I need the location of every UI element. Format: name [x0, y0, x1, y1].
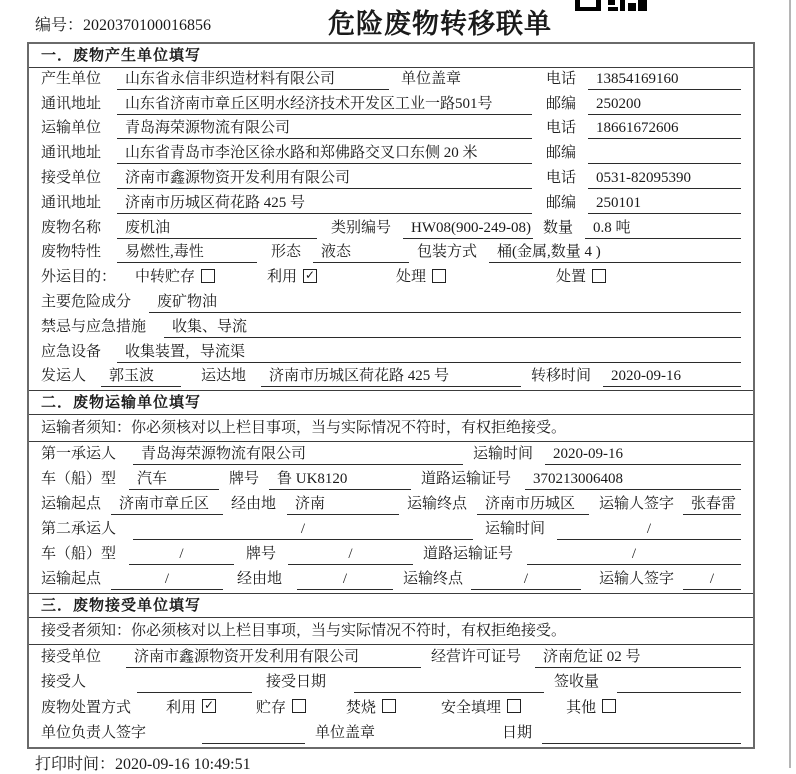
- incinerate-check-item: [346, 696, 396, 719]
- utilize-disposal-check-item: [166, 696, 216, 719]
- unit-seal2-label: 单位盖章: [315, 725, 376, 742]
- receive-person-value: [137, 674, 252, 693]
- carrier-sign1-label: 运输人签字: [599, 495, 675, 512]
- receiver-phone-value: 0531-82095390: [588, 170, 741, 189]
- vehicle-type1-value: 汽车: [129, 468, 219, 490]
- first-carrier-value: 青岛海荣源物流有限公司: [133, 442, 463, 464]
- dispose-checkbox: [592, 269, 606, 283]
- receive-unit-label: 接受单位: [41, 648, 102, 665]
- dispose-check-item: [556, 266, 606, 288]
- origin2-label: 运输起点: [41, 571, 102, 588]
- via1-label: 经由地: [231, 495, 277, 512]
- receiver-unit-value: 济南市鑫源物资开发利用有限公司: [117, 167, 532, 189]
- road-permit2-label: 道路运输证号: [423, 546, 514, 563]
- transit-storage-checkbox-label: 中转贮存: [135, 269, 196, 286]
- producer-phone-label: 电话: [546, 70, 577, 87]
- receive-date-label: 接受日期: [266, 674, 327, 691]
- route-row-2: [29, 568, 753, 593]
- receiver-address-row: [29, 192, 753, 217]
- secure-landfill-check-item: [441, 696, 521, 719]
- treat-checkbox-label: 处理: [396, 269, 427, 286]
- via1-value: 济南: [287, 493, 399, 515]
- license-no-label: 经营许可证号: [431, 648, 522, 665]
- vehicle-row-2: [29, 543, 753, 568]
- qr-code-partial-icon: [575, 0, 647, 11]
- carrier-sign2-label: 运输人签字: [599, 571, 675, 588]
- road-permit1-label: 道路运输证号: [421, 470, 512, 487]
- treat-check-item: [396, 266, 446, 288]
- producer-unit-row: [29, 68, 753, 93]
- category-code-value: HW08(900-249-08): [403, 220, 533, 239]
- second-carrier-label: 第二承运人: [41, 521, 117, 538]
- first-carrier-label: 第一承运人: [41, 445, 117, 462]
- plate2-label: 牌号: [246, 546, 277, 563]
- terminus2-label: 运输终点: [403, 571, 464, 588]
- terminus2-value: /: [471, 571, 581, 590]
- receiver-address-label: 通讯地址: [41, 194, 102, 211]
- producer-address-row: [29, 93, 753, 118]
- road-permit2-value: /: [527, 546, 741, 565]
- utilize-checkbox-label: 利用: [267, 269, 298, 286]
- print-time-label: 打印时间：: [35, 756, 116, 773]
- carrier-sign1-value: 张春雷: [683, 493, 741, 515]
- producer-section-header: 一．废物产生单位填写: [29, 44, 753, 68]
- second-carrier-value: /: [133, 521, 473, 540]
- receive-person-label: 接受人: [41, 674, 87, 691]
- receive-unit-value: 济南市鑫源物资开发利用有限公司: [126, 645, 421, 668]
- transit-storage-check-item: [135, 266, 215, 288]
- emergency-equipment-value: 收集装置，导流渠: [117, 341, 741, 363]
- origin1-value: 济南市章丘区: [111, 493, 223, 515]
- transporter-phone-label: 电话: [546, 120, 577, 137]
- transit-storage-checkbox: [201, 269, 215, 283]
- transport-section-notice: 运输者须知：你必须核对以上栏目事项，当与实际情况不符时，有权拒绝接受。: [29, 415, 753, 442]
- transport-section-header: 二．废物运输单位填写: [29, 391, 753, 415]
- receiver-postcode-label: 邮编: [546, 194, 577, 211]
- second-carrier-row: [29, 518, 753, 543]
- waste-name-label: 废物名称: [41, 219, 102, 236]
- storage-check-item: [256, 696, 306, 719]
- producer-unit-value: 山东省永信非织造材料有限公司: [117, 68, 389, 90]
- serial-label: 编号：: [35, 17, 84, 34]
- form-state-label: 形态: [271, 244, 302, 261]
- responsible-sign-row: [29, 722, 753, 748]
- receiver-unit-label: 接受单位: [41, 169, 102, 186]
- receive-date-value: [354, 674, 544, 693]
- waste-name-row: [29, 217, 753, 242]
- transporter-unit-label: 运输单位: [41, 120, 102, 137]
- quantity-value: 0.8 吨: [585, 217, 741, 239]
- receiver-unit-row: [29, 167, 753, 192]
- form-state-value: 液态: [313, 242, 409, 264]
- secure-landfill-checkbox-label: 安全填埋: [441, 699, 502, 716]
- transfer-date-value: 2020-09-16: [603, 368, 741, 387]
- carrier-sign2-value: /: [683, 571, 741, 590]
- receiver-section-header: 三．废物接受单位填写: [29, 594, 753, 618]
- waste-property-label: 废物特性: [41, 244, 102, 261]
- origin1-label: 运输起点: [41, 495, 102, 512]
- transporter-unit-row: [29, 118, 753, 143]
- plate2-value: /: [288, 546, 413, 565]
- vehicle-type2-value: /: [129, 546, 234, 565]
- incinerate-checkbox-label: 焚烧: [346, 699, 377, 716]
- disposal-method-row: [29, 696, 753, 722]
- responsible-sign-label: 单位负责人签字: [41, 725, 147, 742]
- waste-property-value: 易燃性,毒性: [117, 242, 257, 264]
- receiver-section-notice: 接受者须知：你必须核对以上栏目事项，当与实际情况不符时，有权拒绝接受。: [29, 618, 753, 645]
- transporter-postcode-label: 邮编: [546, 145, 577, 162]
- receiver-phone-label: 电话: [546, 169, 577, 186]
- producer-postcode-label: 邮编: [546, 95, 577, 112]
- other-check-item: [566, 696, 616, 719]
- transporter-address-label: 通讯地址: [41, 145, 102, 162]
- transporter-phone-value: 18661672606: [588, 120, 741, 139]
- consignor-value: 郭玉波: [101, 366, 181, 388]
- unit-seal-label: 单位盖章: [401, 70, 462, 87]
- packaging-label: 包装方式: [417, 244, 478, 261]
- print-time-value: 2020-09-16 10:49:51: [115, 756, 251, 773]
- packaging-value: 桶(金属,数量 4 ): [489, 242, 741, 264]
- transporter-postcode-value: [588, 145, 741, 164]
- plate1-label: 牌号: [229, 470, 260, 487]
- transport-date1-label: 运输时间: [473, 445, 534, 462]
- other-checkbox-label: 其他: [566, 699, 597, 716]
- serial-number: [35, 12, 211, 35]
- waste-property-row: [29, 242, 753, 267]
- transfer-date-label: 转移时间: [531, 368, 592, 385]
- print-time: [35, 751, 251, 774]
- document-title: 危险废物转移联单: [328, 9, 552, 39]
- via2-value: /: [297, 571, 393, 590]
- receive-unit-row: [29, 645, 753, 671]
- received-qty-value: [617, 674, 741, 693]
- destination-label: 运达地: [201, 368, 247, 385]
- emergency-measures-value: 收集、导流: [164, 316, 741, 338]
- category-code-label: 类别编号: [331, 219, 392, 236]
- producer-phone-value: 13854169160: [588, 71, 741, 90]
- transport-date1-value: 2020-09-16: [545, 446, 741, 465]
- transporter-address-value: 山东省青岛市李沧区徐水路和郑佛路交叉口东侧 20 米: [117, 142, 532, 164]
- date-label: 日期: [502, 725, 533, 742]
- transport-date2-label: 运输时间: [485, 521, 546, 538]
- page-right-edge: [789, 0, 791, 768]
- transporter-unit-value: 青岛海荣源物流有限公司: [117, 118, 532, 140]
- vehicle-type2-label: 车（船）型: [41, 546, 117, 563]
- producer-section: [29, 44, 753, 390]
- hazard-component-label: 主要危险成分: [41, 293, 132, 310]
- received-qty-label: 签收量: [554, 674, 600, 691]
- consignor-row: [29, 366, 753, 391]
- utilize-disposal-checkbox: ✓: [203, 698, 215, 713]
- license-no-value: 济南危证 02 号: [535, 645, 741, 668]
- emergency-measures-row: [29, 316, 753, 341]
- origin2-value: /: [111, 571, 223, 590]
- road-permit1-value: 370213006408: [525, 471, 741, 490]
- outbound-purpose-row: [29, 266, 753, 291]
- emergency-measures-label: 禁忌与应急措施: [41, 318, 147, 335]
- utilize-check-item: [267, 266, 317, 288]
- producer-postcode-value: 250200: [588, 96, 741, 115]
- emergency-equipment-label: 应急设备: [41, 343, 102, 360]
- producer-unit-label: 产生单位: [41, 70, 102, 87]
- first-carrier-row: [29, 442, 753, 467]
- producer-address-value: 山东省济南市章丘区明水经济技术开发区工业一路501号: [117, 93, 532, 115]
- disposal-method-label: 废物处置方式: [41, 699, 132, 716]
- via2-label: 经由地: [237, 571, 283, 588]
- emergency-equipment-row: [29, 341, 753, 366]
- consignor-label: 发运人: [41, 368, 87, 385]
- terminus1-value: 济南市历城区: [477, 493, 589, 515]
- receiver-section: [29, 593, 753, 747]
- transport-section: [29, 390, 753, 593]
- plate1-value: 鲁 UK8120: [269, 468, 411, 490]
- storage-checkbox-label: 贮存: [256, 699, 287, 716]
- utilize-disposal-checkbox-label: 利用: [166, 699, 197, 716]
- outbound-purpose-label: 外运目的：: [41, 269, 117, 286]
- transporter-address-row: [29, 142, 753, 167]
- hazard-component-value: 废矿物油: [149, 291, 741, 313]
- dispose-checkbox-label: 处置: [556, 269, 587, 286]
- terminus1-label: 运输终点: [407, 495, 468, 512]
- waste-name-value: 废机油: [117, 217, 317, 239]
- receiver-postcode-value: 250101: [588, 195, 741, 214]
- responsible-sign-value: [202, 725, 305, 744]
- utilize-checkbox: ✓: [305, 267, 316, 282]
- destination-value: 济南市历城区荷花路 425 号: [261, 366, 521, 388]
- vehicle-row-1: [29, 468, 753, 493]
- hazard-component-row: [29, 291, 753, 316]
- treat-checkbox: [432, 269, 446, 283]
- secure-landfill-checkbox: [507, 699, 521, 713]
- storage-checkbox: [292, 699, 306, 713]
- receive-person-row: [29, 671, 753, 697]
- date-value: [542, 725, 741, 744]
- other-checkbox: [602, 699, 616, 713]
- vehicle-type1-label: 车（船）型: [41, 470, 117, 487]
- receiver-address-value: 济南市历城区荷花路 425 号: [117, 192, 532, 214]
- document-header: [0, 0, 796, 42]
- transport-date2-value: /: [557, 521, 741, 540]
- manifest-form-table: [27, 42, 755, 749]
- producer-address-label: 通讯地址: [41, 95, 102, 112]
- incinerate-checkbox: [382, 699, 396, 713]
- serial-value: 2020370100016856: [83, 17, 212, 34]
- quantity-label: 数量: [543, 219, 574, 236]
- route-row-1: [29, 493, 753, 518]
